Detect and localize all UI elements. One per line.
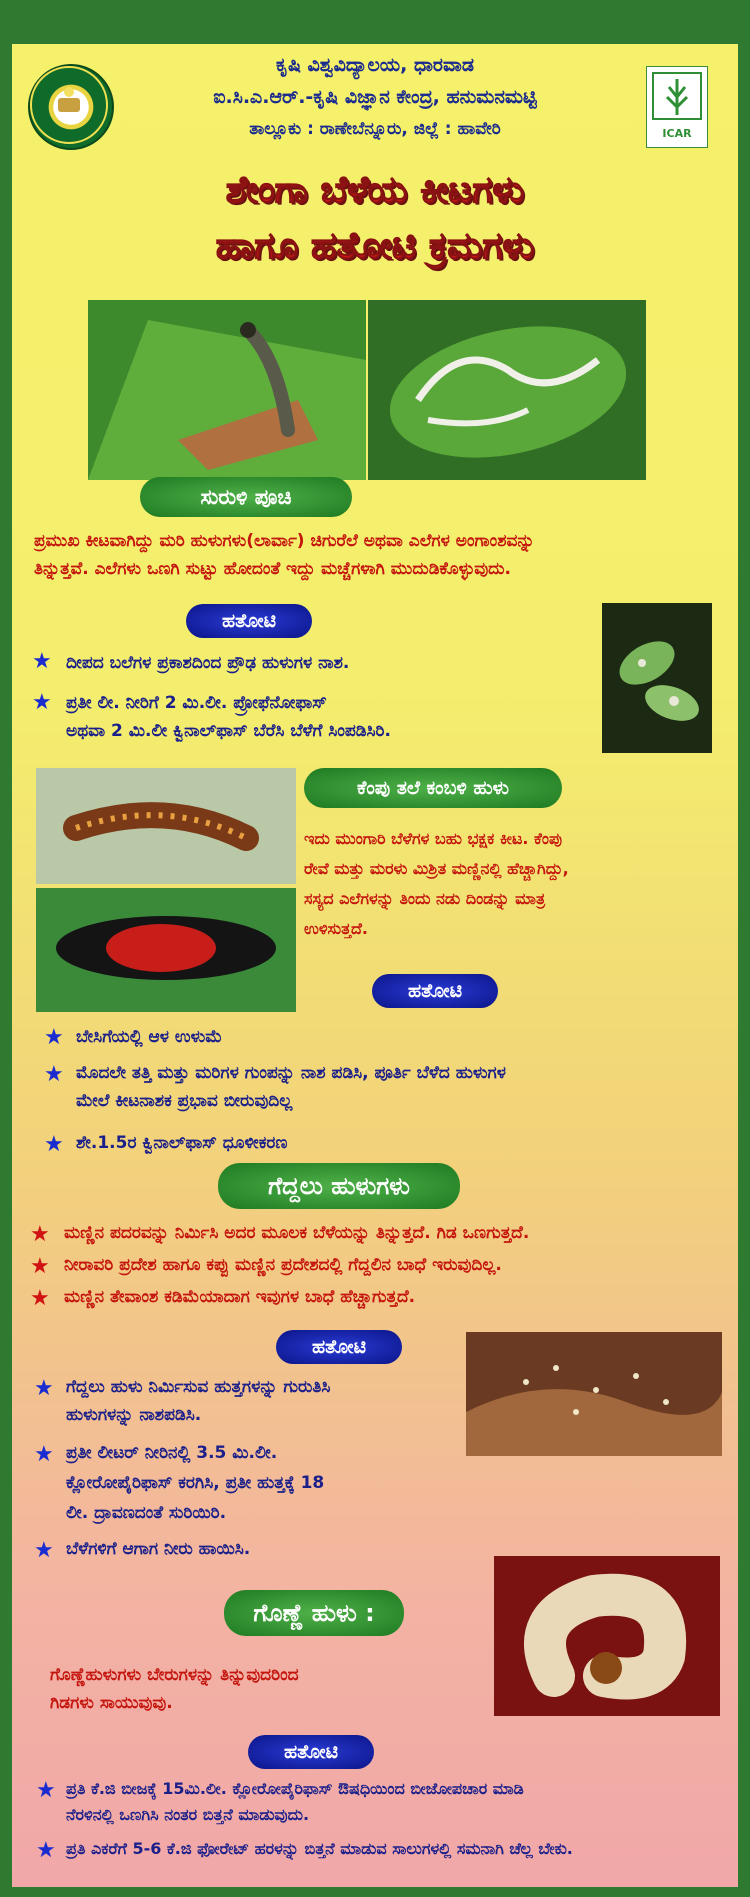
white-grub-photo: [494, 1556, 720, 1716]
star-icon: ★: [34, 1538, 54, 1563]
red-hairy-control-2b: ಮೇಲೆ ಕೀಟನಾಶಕ ಪ್ರಭಾವ ಬೀರುವುದಿಲ್ಲ: [76, 1091, 293, 1111]
leaf-roller-heading: ಸುರುಳಿ ಪೂಚಿ: [140, 477, 352, 517]
termites-control-3: ಬೆಳೆಗಳಿಗೆ ಆಗಾಗ ನೀರು ಹಾಯಿಸಿ.: [66, 1539, 251, 1559]
termites-control-2b: ಕ್ಲೋರೋಪೈರಿಫಾಸ್ ಕರಗಿಸಿ, ಪ್ರತೀ ಹುತ್ತಕ್ಕೆ 18: [66, 1473, 325, 1493]
white-grub-desc-line1: ಗೊಣ್ಣೆಹುಳುಗಳು ಬೇರುಗಳನ್ನು ತಿನ್ನುವುದರಿಂದ: [50, 1665, 299, 1685]
termites-photo: [466, 1332, 722, 1456]
red-hairy-control-1: ಬೇಸಿಗೆಯಲ್ಲಿ ಆಳ ಉಳುಮೆ: [76, 1027, 223, 1047]
termites-control-1a: ಗೆದ್ದಲು ಹುಳು ನಿರ್ಮಿಸುವ ಹುತ್ತಗಳನ್ನು ಗುರುತಿಸಿ: [66, 1377, 331, 1397]
leaf-roller-desc-line2: ತಿನ್ನುತ್ತವೆ. ಎಲೆಗಳು ಒಣಗಿ ಸುಟ್ಟು ಹೋದಂತೆ ಇದ್ದು ಮಚ್ಚೆಗಳಾಗಿ ಮುದುಡಿಕೊಳ್ಳುವುದು.: [34, 559, 511, 579]
termites-desc-line2: ನೀರಾವರಿ ಪ್ರದೇಶ ಹಾಗೂ ಕಪ್ಪು ಮಣ್ಣಿನ ಪ್ರದೇಶದಲ್ಲಿ ಗೆದ್ದಲಿನ ಬಾಧೆ ಇರುವುದಿಲ್ಲ.: [64, 1255, 502, 1275]
header-kvk: ಐ.ಸಿ.ಎ.ಆರ್.-ಕೃಷಿ ವಿಜ್ಞಾನ ಕೇಂದ್ರ, ಹನುಮನಮಟ್ಟಿ: [213, 86, 537, 108]
red-hairy-desc-line2: ರೇವೆ ಮತ್ತು ಮರಳು ಮಿಶ್ರಿತ ಮಣ್ಣಿನಲ್ಲಿ ಹೆಚ್ಚಾಗಿದ್ದು,: [304, 859, 569, 878]
star-icon: ★: [30, 1222, 50, 1247]
star-icon: ★: [32, 690, 52, 715]
header-location: ತಾಲ್ಲೂಕು : ರಾಣೇಬೆನ್ನೂರು, ಜಿಲ್ಲೆ : ಹಾವೇರಿ: [249, 119, 501, 139]
white-grub-heading: ಗೊಣ್ಣೆ ಹುಳು :: [224, 1590, 404, 1636]
star-icon: ★: [34, 1442, 54, 1467]
red-hairy-caterpillar-photo-1: [36, 768, 296, 884]
termites-desc-line3: ಮಣ್ಣಿನ ತೇವಾಂಶ ಕಡಿಮೆಯಾದಾಗ ಇವುಗಳ ಬಾಧೆ ಹೆಚ್ಚಾಗುತ್ತದೆ.: [64, 1287, 416, 1307]
white-grub-control-1a: ಪ್ರತಿ ಕೆ.ಜಿ ಬೀಜಕ್ಕೆ 15ಮಿ.ಲೀ. ಕ್ಲೋರೋಪೈರಿಫಾಸ್ ಔಷಧಿಯಿಂದ ಬೀಜೋಪಚಾರ ಮಾಡಿ: [66, 1779, 524, 1798]
termites-control-heading: ಹತೋಟಿ: [276, 1330, 402, 1364]
icar-logo-icon: [646, 66, 708, 148]
star-icon: ★: [32, 649, 52, 674]
termites-control-2c: ಲೀ. ದ್ರಾವಣದಂತೆ ಸುರಿಯಿರಿ.: [66, 1503, 227, 1523]
page-title-line2: ಹಾಗೂ ಹತೋಟಿ ಕ್ರಮಗಳು: [215, 224, 535, 267]
termites-control-1b: ಹುಳುಗಳನ್ನು ನಾಶಪಡಿಸಿ.: [66, 1405, 202, 1425]
star-icon: ★: [44, 1132, 64, 1157]
red-hairy-control-heading: ಹತೋಟಿ: [372, 974, 498, 1008]
white-grub-control-2: ಪ್ರತಿ ಎಕರೆಗೆ 5-6 ಕೆ.ಜಿ ಫೋರೇಟ್ ಹರಳನ್ನು ಬಿತ್ತನೆ ಮಾಡುವ ಸಾಲುಗಳಲ್ಲಿ ಸಮನಾಗಿ ಚೆಲ್ಲ ಬೇಕು.: [66, 1839, 573, 1858]
red-hairy-desc-line1: ಇದು ಮುಂಗಾರಿ ಬೆಳೆಗಳ ಬಹು ಭಕ್ಷಕ ಕೀಟ. ಕೆಂಪು: [304, 829, 563, 848]
red-hairy-control-3: ಶೇ.1.5ರ ಕ್ವಿನಾಲ್‌ಫಾಸ್ ಧೂಳೀಕರಣ: [76, 1133, 288, 1153]
white-grub-control-1b: ನೆರಳಿನಲ್ಲಿ ಒಣಗಿಸಿ ನಂತರ ಬಿತ್ತನೆ ಮಾಡುವುದು.: [66, 1805, 310, 1824]
leaf-roller-control-heading: ಹತೋಟಿ: [186, 604, 312, 638]
red-hairy-heading: ಕೆಂಪು ತಲೆ ಕಂಬಳಿ ಹುಳು: [304, 768, 562, 808]
red-hairy-desc-line4: ಉಳಿಸುತ್ತದೆ.: [304, 919, 369, 938]
leaf-roller-control-2b: ಅಥವಾ 2 ಮಿ.ಲೀ ಕ್ವಿನಾಲ್‌ಫಾಸ್ ಬೆರೆಸಿ ಬೆಳೆಗೆ ಸಿಂಪಡಿಸಿರಿ.: [66, 721, 391, 741]
termites-heading: ಗೆದ್ದಲು ಹುಳುಗಳು: [218, 1163, 460, 1209]
red-hairy-control-2a: ಮೊದಲೇ ತತ್ತಿ ಮತ್ತು ಮರಿಗಳ ಗುಂಪನ್ನು ನಾಶ ಪಡಿಸಿ, ಪೂರ್ತಿ ಬೆಳೆದ ಹುಳುಗಳ: [76, 1063, 506, 1083]
icar-label: ICAR: [662, 127, 692, 140]
red-hairy-caterpillar-photo-2: [36, 888, 296, 1012]
leaf-roller-control-1: ದೀಪದ ಬಲೆಗಳ ಪ್ರಕಾಶದಿಂದ ಪ್ರೌಢ ಹುಳುಗಳ ನಾಶ.: [66, 653, 350, 673]
white-grub-control-heading: ಹತೋಟಿ: [248, 1735, 374, 1769]
termites-desc-line1: ಮಣ್ಣಿನ ಪದರವನ್ನು ನಿರ್ಮಿಸಿ ಅದರ ಮೂಲಕ ಬೆಳೆಯನ್ನು ತಿನ್ನುತ್ತದೆ. ಗಿಡ ಒಣಗುತ್ತದೆ.: [64, 1223, 530, 1243]
leaf-mine-photo: [368, 300, 646, 480]
star-icon: ★: [44, 1025, 64, 1050]
star-icon: ★: [30, 1254, 50, 1279]
page-title-line1: ಶೇಂಗಾ ಬೆಳೆಯ ಕೀಟಗಳು: [225, 168, 525, 211]
leaf-roller-control-2a: ಪ್ರತೀ ಲೀ. ನೀರಿಗೆ 2 ಮಿ.ಲೀ. ಪ್ರೋಫೆನೋಫಾಸ್: [66, 693, 327, 713]
red-hairy-desc-line3: ಸಸ್ಯದ ಎಲೆಗಳನ್ನು ತಿಂದು ನಡು ದಿಂಡನ್ನು ಮಾತ್ರ: [304, 889, 546, 908]
university-seal-icon: [28, 64, 114, 150]
termites-control-2a: ಪ್ರತೀ ಲೀಟರ್ ನೀರಿನಲ್ಲಿ 3.5 ಮಿ.ಲೀ.: [66, 1443, 278, 1463]
star-icon: ★: [36, 1778, 56, 1803]
star-icon: ★: [34, 1376, 54, 1401]
leaf-damage-photo: [602, 603, 712, 753]
leaf-roller-desc-line1: ಪ್ರಮುಖ ಕೀಟವಾಗಿದ್ದು ಮರಿ ಹುಳುಗಳು(ಲಾರ್ವಾ) ಚಿಗುರೆಲೆ ಅಥವಾ ಎಲೆಗಳ ಅಂಗಾಂಶವನ್ನು: [34, 531, 535, 551]
header-university: ಕೃಷಿ ವಿಶ್ವವಿದ್ಯಾಲಯ, ಧಾರವಾಡ: [276, 54, 474, 76]
star-icon: ★: [44, 1062, 64, 1087]
leaf-roller-larva-photo: [88, 300, 366, 480]
star-icon: ★: [36, 1838, 56, 1863]
star-icon: ★: [30, 1286, 50, 1311]
white-grub-desc-line2: ಗಿಡಗಳು ಸಾಯುವುವು.: [50, 1693, 173, 1713]
